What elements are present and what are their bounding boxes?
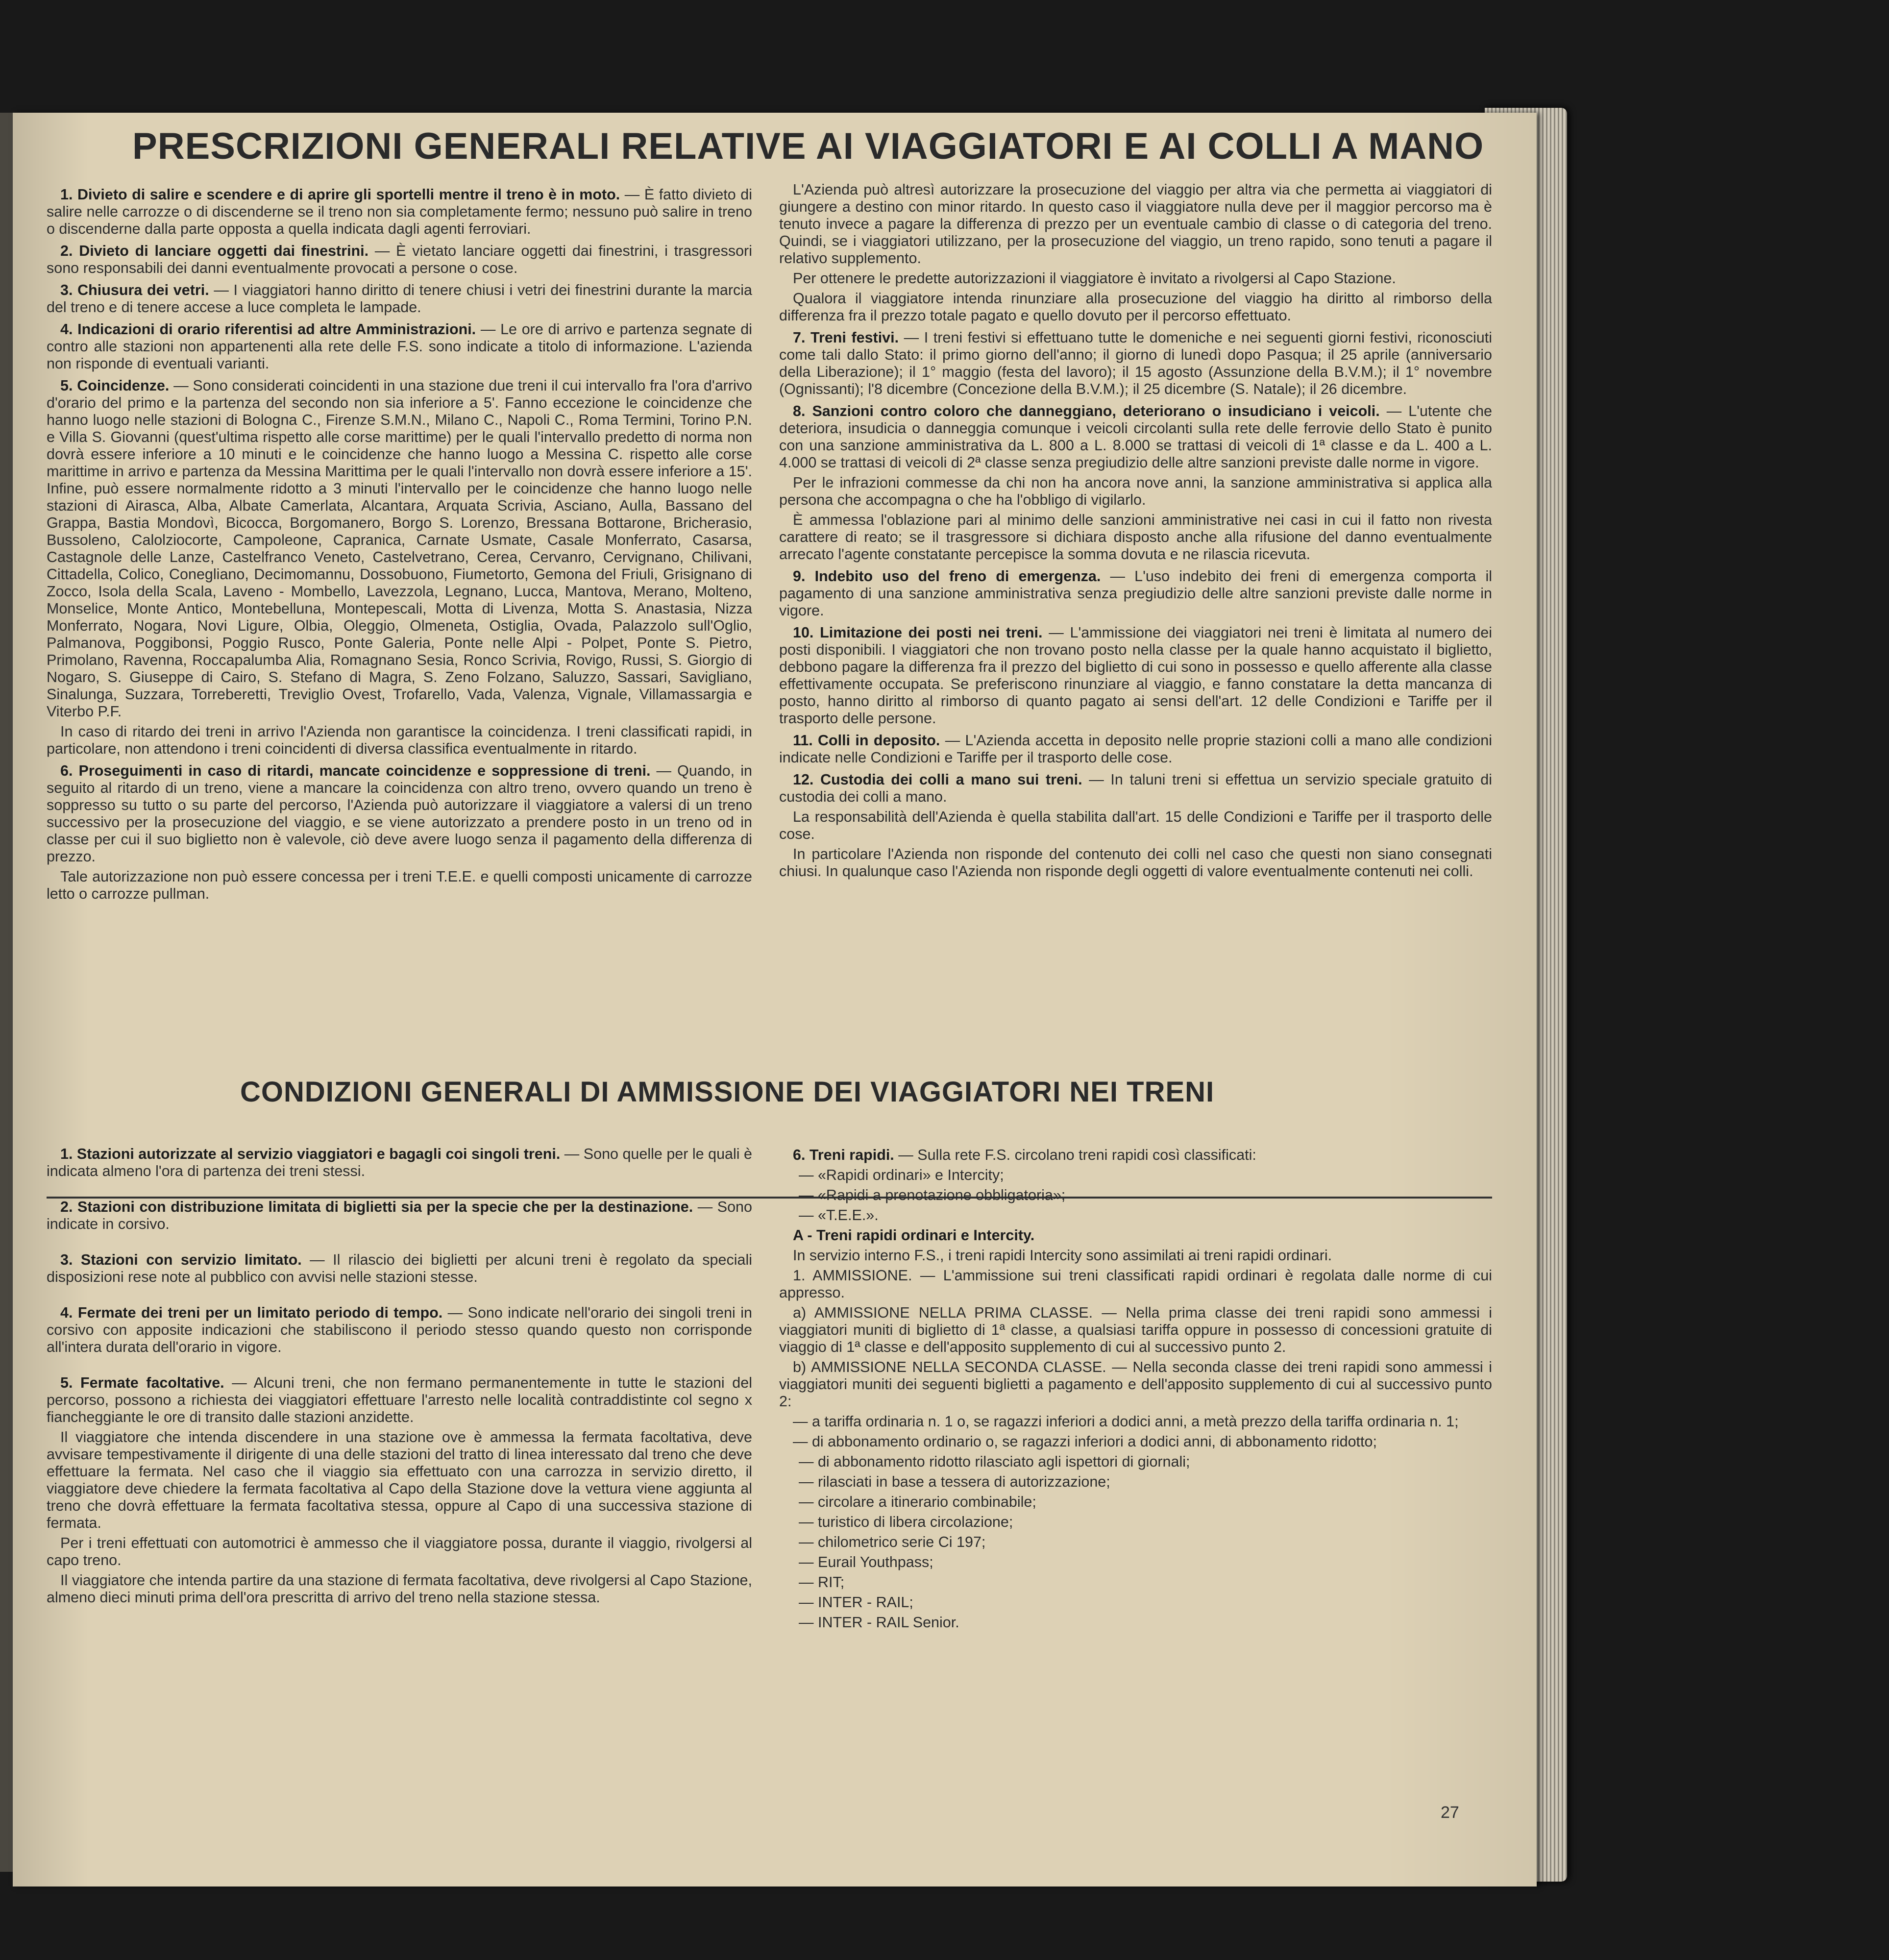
paragraph	[779, 403, 1492, 471]
paragraph-heading: 2. Stazioni con distribuzione limitata di biglietti sia per la specie che per la destinazione.	[60, 1199, 693, 1215]
paragraph-text: Per i treni effettuati con automotrici è ammesso che il viaggiatore possa, durante il viaggio, rivolgersi al capo treno.	[47, 1535, 752, 1568]
paragraph	[47, 1199, 752, 1233]
paragraph	[779, 1147, 1492, 1164]
paragraph-heading: 1. Stazioni autorizzate al servizio viaggiatori e bagagli coi singoli treni.	[60, 1146, 561, 1162]
paragraph	[47, 1146, 752, 1180]
paragraph-text: — L'ammissione dei viaggiatori nei treni è limitata al numero dei posti disponibili. I viaggiatori che non trovano posto nella classe per la quale hanno acquistato il biglietto, debbono pagare la differenza fra il prezzo del biglietto di cui sono in possesso e quello afferente alla classe effettivamente occupata. Se preferiscono rinunziare al viaggio, e fanno constatare la detta mancanza di posto, hanno diritto al rimborso di quanto pagato ai sensi dell'art. 12 delle Condizioni e Tariffe per il trasporto delle persone.	[779, 624, 1492, 727]
paragraph-text: a) AMMISSIONE NELLA PRIMA CLASSE. — Nella prima classe dei treni rapidi sono ammessi i viaggiatori muniti di biglietto di 1ª classe, a qualsiasi tariffa oppure in possesso di concessioni gratuite di viaggio di 1ª classe e dell'apposito supplemento di cui al successivo punto 2.	[779, 1304, 1492, 1355]
section1-left-column	[47, 181, 752, 906]
paragraph-text: — INTER - RAIL Senior.	[799, 1614, 959, 1631]
paragraph	[47, 282, 752, 316]
paragraph	[47, 377, 752, 720]
paragraph	[779, 329, 1492, 398]
paragraph-text: — INTER - RAIL;	[799, 1594, 913, 1611]
paragraph	[779, 1433, 1492, 1450]
paragraph-heading: 11. Colli in deposito.	[793, 732, 940, 749]
section2-title: CONDIZIONI GENERALI DI AMMISSIONE DEI VIAGGIATORI NEI TRENI	[240, 1076, 1215, 1108]
paragraph-heading: 8. Sanzioni contro coloro che danneggiano, deteriorano o insudiciano i veicoli.	[793, 403, 1380, 419]
paragraph-heading: 2. Divieto di lanciare oggetti dai finestrini.	[60, 243, 369, 259]
paragraph-text: — «Rapidi a prenotazione obbligatoria»;	[799, 1187, 1066, 1203]
paragraph-text: — Quando, in seguito al ritardo di un treno, viene a mancare la coincidenza con altro treno, ovvero quando un treno è soppresso su tutto o su parte del percorso, l'Azienda può autorizzare il viaggiatore a valersi di un treno successivo per la prosecuzione del viaggio, e se viene autorizzato a prendere posto in un treno od in classe per cui il suo biglietto non è valevole, ciò deve avere luogo senza il pagamento della differenza di prezzo.	[47, 762, 753, 865]
paragraph-text: — RIT;	[799, 1574, 845, 1591]
paragraph	[779, 568, 1492, 619]
paragraph-text: In caso di ritardo dei treni in arrivo l'Azienda non garantisce la coincidenza. I treni classificati rapidi, in particolare, non attendono i treni coincidenti di diversa classifica eventualmente in ritardo.	[47, 723, 752, 757]
paragraph	[47, 723, 752, 758]
paragraph-text: — «T.E.E.».	[799, 1207, 879, 1224]
section2-left-column	[47, 1127, 752, 1609]
paragraph	[779, 290, 1492, 324]
paragraph	[779, 1514, 1492, 1531]
paragraph	[779, 846, 1492, 880]
paragraph-text: — I treni festivi si effettuano tutte le domeniche e nei seguenti giorni festivi, riconosciuti come tali dallo Stato: il primo giorno dell'anno; il giorno di lunedì dopo Pasqua; il 25 aprile (anniversario della Liberazione); il 1° maggio (festa del lavoro); il 15 agosto (Assunzione della B.V.M.); il 1° novembre (Ognissanti); l'8 dicembre (Concezione della B.V.M.); il 25 dicembre (S. Natale); il 26 dicembre.	[779, 329, 1492, 397]
paragraph	[47, 1429, 752, 1532]
paragraph-heading: 6. Proseguimenti in caso di ritardi, mancate coincidenze e soppressione di treni.	[60, 762, 651, 779]
paragraph	[779, 1267, 1492, 1301]
paragraph-text: — rilasciati in base a tessera di autorizzazione;	[799, 1473, 1110, 1490]
paragraph	[47, 1535, 752, 1569]
paragraph-text: Per le infrazioni commesse da chi non ha ancora nove anni, la sanzione amministrativa si applica alla persona che accompagna o che ha l'obbligo di vigilarlo.	[779, 474, 1492, 508]
paragraph-text: — L'Azienda accetta in deposito nelle proprie stazioni colli a mano alle condizioni indicate nelle Condizioni e Tariffe per il trasporto delle cose.	[779, 732, 1493, 766]
paragraph	[47, 1374, 752, 1426]
paragraph	[779, 270, 1492, 287]
page-number: 27	[1441, 1803, 1459, 1822]
paragraph	[779, 181, 1492, 267]
paragraph	[779, 624, 1492, 727]
paragraph-text: — L'utente che deteriora, insudicia o danneggia comunque i veicoli circolanti sulla rete delle ferrovie dello Stato è punito con una sanzione amministrativa da L. 800 a L. 8.000 se trattasi di veicoli di 1ª classe e da L. 400 a L. 4.000 se trattasi di veicoli di 2ª classe senza pregiudizio delle altre sanzioni previste dalle norme in vigore.	[779, 403, 1493, 471]
paragraph-text: — Le ore di arrivo e partenza segnate di contro alle stazioni non appartenenti alla rete delle F.S. sono indicate a titolo di informazione. L'azienda non risponde di eventuali varianti.	[47, 321, 752, 372]
paragraph	[779, 1304, 1492, 1356]
paragraph	[779, 474, 1492, 509]
paragraph	[47, 1304, 752, 1356]
section2-right-column	[779, 1142, 1492, 1634]
paragraph	[47, 186, 752, 238]
section1-right-column	[779, 181, 1492, 883]
paragraph-text: — Sono quelle per le quali è indicata almeno l'ora di partenza dei treni stessi.	[47, 1146, 752, 1179]
paragraph-text: — Eurail Youthpass;	[799, 1554, 933, 1570]
paragraph	[779, 808, 1492, 843]
paragraph-text: — «Rapidi ordinari» e Intercity;	[799, 1167, 1004, 1183]
paragraph-text: — L'uso indebito dei freni di emergenza comporta il pagamento di una sanzione amministrativa senza pregiudizio delle altre sanzioni previste dalle norme in vigore.	[779, 568, 1492, 619]
paragraph-heading: 4. Indicazioni di orario riferentisi ad altre Amministrazioni.	[60, 321, 476, 338]
paragraph-text: b) AMMISSIONE NELLA SECONDA CLASSE. — Nella seconda classe dei treni rapidi sono ammessi i viaggiatori muniti dei seguenti biglietti a pagamento e dell'apposito supplemento di cui al successivo punto 2:	[779, 1359, 1492, 1410]
paragraph	[779, 1574, 1492, 1591]
paragraph	[779, 1187, 1492, 1204]
paragraph-heading: 5. Fermate facoltative.	[60, 1374, 224, 1391]
paragraph	[779, 1247, 1492, 1264]
paragraph	[779, 1594, 1492, 1611]
paragraph-text: — Sono indicate nell'orario dei singoli treni in corsivo con apposite indicazioni che stabiliscono il periodo stesso quando questo non corrisponde all'intera durata dell'orario in vigore.	[47, 1304, 753, 1355]
paragraph-text: In servizio interno F.S., i treni rapidi Intercity sono assimilati ai treni rapidi ordinari.	[793, 1247, 1332, 1264]
paragraph	[47, 1572, 752, 1606]
paragraph-heading: 1. Divieto di salire e scendere e di aprire gli sportelli mentre il treno è in moto.	[60, 186, 620, 203]
paragraph-heading: 6. Treni rapidi.	[793, 1147, 894, 1163]
paragraph	[779, 1534, 1492, 1551]
paragraph	[779, 512, 1492, 563]
paragraph	[779, 1227, 1492, 1244]
paragraph-heading: 12. Custodia dei colli a mano sui treni.	[793, 771, 1082, 788]
paragraph-text: — Sulla rete F.S. circolano treni rapidi così classificati:	[894, 1147, 1256, 1163]
paragraph	[779, 732, 1492, 766]
paragraph-text: — di abbonamento ordinario o, se ragazzi inferiori a dodici anni, di abbonamento ridotto;	[793, 1433, 1377, 1450]
paragraph	[779, 1554, 1492, 1571]
paragraph	[779, 1207, 1492, 1224]
paragraph	[779, 1167, 1492, 1184]
paragraph-text: — Sono considerati coincidenti in una stazione due treni il cui intervallo fra l'ora d'arrivo d'orario del primo e la partenza del secondo non sia inferiore a 5'. Fanno eccezione le coincidenze che hanno luogo nelle stazioni di Bologna C., Firenze S.M.N., Milano C., Napoli C., Roma Termini, Torino P.N. e Villa S. Giovanni (quest'ultima rispetto alle corse marittime) per le quali l'intervallo predetto di norma non dovrà essere inferiore a 10 minuti e le coincidenze che hanno luogo a Messina C. rispetto alle corse marittime in arrivo e partenza da Messina Marittima per le quali l'intervallo non dovrà essere inferiore a 15'. Infine, può essere normalmente ridotto a 3 minuti l'intervallo per le coincidenze che hanno luogo nelle stazioni di Airasca, Alba, Albate Camerlata, Alcantara, Arquata Scrivia, Asciano, Aulla, Bassano del Grappa, Bastia Mondovì, Bicocca, Borgomanero, Borgo S. Lorenzo, Bressana Bottarone, Bricherasio, Bussoleno, Calolziocorte, Campoleone, Capranica, Carnate Usmate, Casale Monferrato, Casarsa, Castagnole delle Lanze, Castelfranco Veneto, Castelvetrano, Cerea, Cervanro, Cervignano, Chilivani, Cittadella, Colico, Conegliano, Decimomannu, Dossobuono, Fiumetorto, Gemona del Friuli, Grisignano di Zocco, Isola della Scala, Laveno - Mombello, Lavezzola, Legnano, Lucca, Mantova, Merano, Molteno, Monselice, Monte Antico, Montebelluna, Montepescali, Motta di Livenza, Motta S. Anastasia, Nizza Monferrato, Nogara, Novi Ligure, Olbia, Oleggio, Olmeneta, Ostiglia, Ovada, Palazzolo sull'Oglio, Palmanova, Poggibonsi, Poggio Rusco, Ponte Galeria, Ponte nelle Alpi - Polpet, Ponte S. Pietro, Primolano, Ravenna, Roccapalumba Alia, Romagnano Sesia, Ronco Scrivia, Rovigo, Russi, S. Giorgio di Nogaro, S. Giuseppe di Cairo, S. Stefano di Magra, S. Zeno Folzano, Saluzzo, Sassari, Savigliano, Sinalunga, Suzzara, Torreberetti, Treviglio Ovest, Trofarello, Vada, Valenza, Vignale, Villamassargia e Viterbo P.F.	[47, 377, 752, 720]
paragraph	[47, 243, 752, 277]
paragraph	[47, 321, 752, 372]
paragraph-text: — È vietato lanciare oggetti dai finestrini, i trasgressori sono responsabili dei danni eventualmente provocati a persone o cose.	[47, 243, 752, 276]
paragraph-heading: 3. Chiusura dei vetri.	[60, 282, 209, 298]
paragraph	[779, 1614, 1492, 1631]
paragraph-text: — turistico di libera circolazione;	[799, 1514, 1013, 1530]
paragraph-text: Il viaggiatore che intenda discendere in una stazione ove è ammessa la fermata facoltativa, deve avvisare tempestivamente il dirigente di una delle stazioni del tratto di linea interessato dal treno che deve effettuare la fermata. Nel caso che il viaggio sia effettuato con una carrozza in servizio diretto, il viaggiatore deve chiedere la fermata facoltativa al Capo della Stazione dove la vettura viene aggiunta al treno che dovrà effettuare la fermata facoltativa stessa, oppure al Capo di una successiva stazione di fermata.	[47, 1429, 752, 1531]
paragraph-text: L'Azienda può altresì autorizzare la prosecuzione del viaggio per altra via che permetta ai viaggiatori di giungere a destino con minor ritardo. In questo caso il viaggiatore nulla deve per il maggior percorso ma è tenuto invece a pagare la differenza di prezzo per un eventuale cambio di classe o di categoria del treno. Quindi, se i viaggiatori utilizzano, per la prosecuzione del viaggio, un treno rapido, sono tenuti a pagare il relativo supplemento.	[779, 181, 1492, 267]
paragraph-heading: A - Treni rapidi ordinari e Intercity.	[793, 1227, 1035, 1244]
paragraph-text: — Il rilascio dei biglietti per alcuni treni è regolato da speciali disposizioni rese note al pubblico con avvisi nelle stazioni stesse.	[47, 1251, 752, 1285]
paragraph-heading: 5. Coincidenze.	[60, 377, 170, 394]
paragraph-text: È ammessa l'oblazione pari al minimo delle sanzioni amministrative nei casi in cui il fatto non rivesta carattere di reato; se il trasgressore si dichiara disposto anche alla rifusione del danno eventualmente arrecato l'agente constatante percepisce la somma dovuta e ne rilascia ricevuta.	[779, 512, 1492, 563]
paragraph-text: La responsabilità dell'Azienda è quella stabilita dall'art. 15 delle Condizioni e Tariffe per il trasporto delle cose.	[779, 808, 1492, 842]
paragraph-heading: 3. Stazioni con servizio limitato.	[60, 1251, 302, 1268]
paragraph-text: Il viaggiatore che intenda partire da una stazione di fermata facoltativa, deve rivolgersi al Capo Stazione, almeno dieci minuti prima dell'ora prescritta di arrivo del treno nella stazione stessa.	[47, 1572, 752, 1606]
paragraph	[47, 762, 752, 865]
paragraph	[779, 1413, 1492, 1430]
paragraph-heading: 4. Fermate dei treni per un limitato periodo di tempo.	[60, 1304, 443, 1321]
paragraph	[779, 1453, 1492, 1470]
paragraph-text: 1. AMMISSIONE. — L'ammissione sui treni classificati rapidi ordinari è regolata dalle norme di cui appresso.	[779, 1267, 1492, 1301]
paragraph-text: — a tariffa ordinaria n. 1 o, se ragazzi inferiori a dodici anni, a metà prezzo della tariffa ordinaria n. 1;	[793, 1413, 1459, 1430]
paragraph-text: — Sono indicate in corsivo.	[47, 1199, 752, 1232]
paragraph-heading: 7. Treni festivi.	[793, 329, 899, 346]
paragraph	[779, 1473, 1492, 1491]
paragraph-text: In particolare l'Azienda non risponde del contenuto dei colli nel caso che questi non siano consegnati chiusi. In qualunque caso l'Azienda non risponde degli oggetti di valore eventualmente contenuti nei colli.	[779, 846, 1492, 880]
paragraph-text: — Alcuni treni, che non fermano permanentemente in tutte le stazioni del percorso, possono a richiesta dei viaggiatori effettuare l'arresto nelle località contraddistinte col segno x fiancheggiante le ore di transito dalle stazioni anzidette.	[47, 1374, 752, 1425]
paragraph	[779, 1494, 1492, 1511]
paragraph	[779, 1359, 1492, 1410]
page-edge-shadow	[0, 113, 13, 1872]
paragraph-text: Qualora il viaggiatore intenda rinunziare alla prosecuzione del viaggio ha diritto al rimborso della differenza fra il prezzo totale pagato e quello dovuto per il percorso effettuato.	[779, 290, 1492, 324]
section1-title: PRESCRIZIONI GENERALI RELATIVE AI VIAGGIATORI E AI COLLI A MANO	[132, 125, 1484, 167]
paragraph-text: — di abbonamento ridotto rilasciato agli ispettori di giornali;	[799, 1453, 1190, 1470]
paragraph-heading: 9. Indebito uso del freno di emergenza.	[793, 568, 1101, 585]
paragraph	[47, 1251, 752, 1286]
paragraph	[779, 771, 1492, 806]
paragraph-text: — È fatto divieto di salire nelle carrozze o di discenderne se il treno non sia completamente fermo; nessuno può salire in treno o discenderne dalla parte opposta a quella indicata dagli agenti ferroviari.	[47, 186, 753, 237]
paragraph-text: — circolare a itinerario combinabile;	[799, 1494, 1036, 1510]
paragraph-text: — I viaggiatori hanno diritto di tenere chiusi i vetri dei finestrini durante la marcia del treno e di tenere accese a luce completa le lampade.	[47, 282, 753, 316]
paragraph-heading: 10. Limitazione dei posti nei treni.	[793, 624, 1043, 641]
paragraph-text: — chilometrico serie Ci 197;	[799, 1534, 986, 1550]
paragraph	[47, 868, 752, 903]
paragraph-text: Per ottenere le predette autorizzazioni il viaggiatore è invitato a rivolgersi al Capo Stazione.	[793, 270, 1396, 287]
paragraph-text: — In taluni treni si effettua un servizio speciale gratuito di custodia dei colli a mano.	[779, 771, 1492, 805]
paragraph-text: Tale autorizzazione non può essere concessa per i treni T.E.E. e quelli composti unicamente di carrozze letto o carrozze pullman.	[47, 868, 752, 902]
